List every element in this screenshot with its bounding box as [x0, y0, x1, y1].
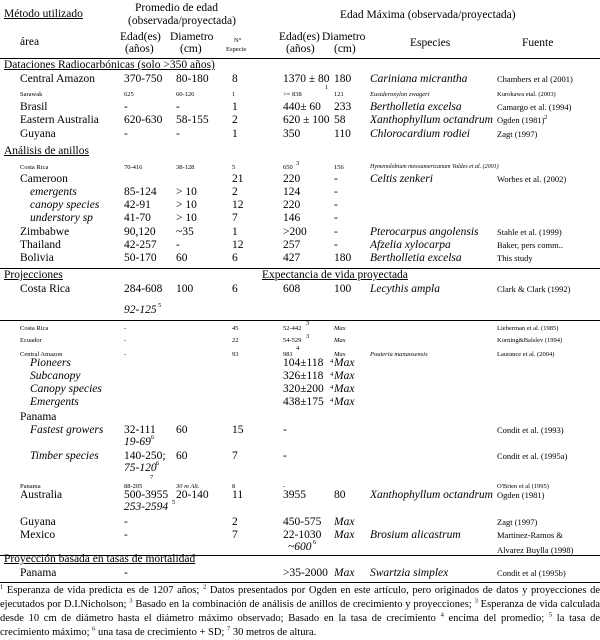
- table-row: [0, 101, 600, 114]
- cell-max: 54-529: [283, 337, 302, 344]
- cell-area: Pioneers: [30, 357, 71, 369]
- cell-max-diam: Max: [334, 337, 346, 344]
- table-row: [0, 567, 600, 580]
- cell-species: Hymenolobium mesoamericanum Valdes et al. (2001): [370, 164, 499, 170]
- header-especies: Especies: [410, 37, 451, 49]
- cell-area: Central Amazon: [20, 351, 63, 358]
- cell-species: Xanthophyllum octandrum: [370, 114, 493, 126]
- cell-max: 220: [283, 199, 301, 211]
- cell-n: 8: [232, 73, 238, 85]
- cell-n: 8: [232, 483, 236, 490]
- cell-max-diam: Max: [334, 383, 355, 395]
- table-row: [0, 186, 600, 199]
- cell-source: Camargo et al. (1994): [497, 102, 572, 112]
- cell-source: Zagt (1997): [497, 129, 538, 139]
- superscript: 5: [172, 499, 176, 506]
- cell-source: Laurance et al. (2004): [497, 351, 555, 358]
- cell-edad: 90,120: [124, 226, 156, 238]
- superscript: 6: [156, 460, 160, 467]
- table-row: [0, 173, 600, 186]
- cell-diam: 80-180: [176, 73, 209, 85]
- cell-area: Timber species: [30, 450, 99, 462]
- table-bottom-rule: [0, 582, 600, 583]
- footnote-marker: 5: [548, 611, 553, 619]
- cell-source: Clark & Clark (1992): [497, 284, 571, 294]
- footnote-marker: 3: [129, 597, 133, 605]
- table-row: [0, 73, 600, 91]
- table-row: [0, 252, 600, 265]
- cell-area: Panama: [20, 411, 57, 423]
- cell-area: Costa Rica: [20, 164, 49, 171]
- footnotes: [0, 584, 600, 640]
- cell-n: 1: [232, 101, 238, 113]
- header-area: área: [20, 36, 40, 48]
- cell-n: 2: [232, 114, 238, 126]
- table-row: [0, 226, 600, 239]
- footnote-marker: 3: [474, 597, 478, 605]
- cell-n: 1: [232, 91, 236, 98]
- cell-area: Brasil: [20, 101, 48, 113]
- table-row: [0, 489, 600, 502]
- cell-area: Panama: [20, 483, 41, 490]
- cell-diam: > 10: [176, 199, 197, 211]
- superscript: 4: [330, 371, 334, 378]
- header-promedio-line1: Promedio de edad: [135, 2, 219, 14]
- cell-max: >200: [283, 226, 307, 238]
- cell-max-diam: Max: [334, 567, 355, 579]
- header-max-edad-line2: (años): [286, 43, 315, 55]
- cell-max: 124: [283, 186, 301, 198]
- cell-species: Brosium alicastrum: [370, 529, 461, 541]
- cell-max-diam: Max: [334, 351, 346, 358]
- cell-edad: 140-250;: [124, 450, 166, 462]
- cell-max-diam: 121: [334, 91, 344, 98]
- footnote-4: Esperanza de vida calculada desde 10 cm de diámetro hasta el diámetro máximo observado; Basado en la tasa de crecimiento: [0, 599, 600, 624]
- cell-edad: 625: [124, 91, 134, 98]
- cell-n: 21: [232, 173, 244, 185]
- cell-area: Emergents: [30, 396, 79, 408]
- cell-max: >= 838: [283, 91, 302, 98]
- header-diam-line1: Diametro: [170, 31, 214, 43]
- table-row: [0, 450, 600, 463]
- cell-diam: 38-128: [176, 164, 195, 171]
- cell-edad: 88-205: [124, 483, 143, 490]
- cell-source: Chambers et al (2001): [497, 74, 573, 84]
- cell-max-diam: -: [334, 186, 338, 198]
- cell-diam: 60: [176, 450, 188, 462]
- cell-species: Lecythis ampla: [370, 283, 440, 295]
- cell-max-diam: Max: [334, 516, 355, 528]
- table-row: [0, 114, 600, 127]
- table-row: [0, 411, 600, 424]
- cell-max-diam: 180: [334, 252, 352, 264]
- cell-max-projected: ~600: [288, 541, 312, 553]
- cell-diam: 58-155: [176, 114, 209, 126]
- cell-max: 326±118: [283, 370, 324, 382]
- cell-n: 7: [232, 212, 238, 224]
- cell-area: Bolivia: [20, 252, 54, 264]
- cell-source: Condit et al. (1995a): [497, 451, 568, 461]
- cell-source: Condit et al. (1993): [497, 425, 564, 435]
- cell-edad-projected: 75-120: [124, 462, 157, 474]
- cell-edad-projected: 19-69: [124, 436, 151, 448]
- cell-edad: -: [124, 351, 127, 358]
- cell-max-diam: Max: [334, 396, 355, 408]
- cell-n: 5: [232, 164, 236, 171]
- cell-edad: 284-608: [124, 283, 163, 295]
- cell-max: 257: [283, 239, 301, 251]
- cell-max: -: [283, 483, 286, 490]
- superscript: 6: [313, 539, 317, 546]
- table-row: [0, 370, 600, 383]
- cell-area: Australia: [20, 489, 63, 501]
- cell-diam: ~35: [176, 226, 194, 238]
- section-expectancia: Expectancia de vida proyectada: [262, 269, 408, 281]
- cell-edad: 32-111: [124, 424, 156, 436]
- table-row: [0, 357, 600, 370]
- cell-diam: 60: [176, 252, 188, 264]
- cell-area: emergents: [30, 186, 77, 198]
- superscript: 4: [330, 397, 334, 404]
- cell-edad-projected: 253-2594: [124, 501, 169, 513]
- cell-max-diam: -: [334, 239, 338, 251]
- cell-edad: 370-750: [124, 73, 163, 85]
- superscript: 6: [151, 434, 155, 441]
- cell-source: Stahle et al. (1999): [497, 227, 562, 237]
- cell-diam: > 10: [176, 212, 197, 224]
- cell-max: 620 ± 100: [283, 114, 330, 126]
- cell-edad: 42-91: [124, 199, 151, 211]
- cell-diam: -: [176, 128, 180, 140]
- cell-max: 3955: [283, 489, 306, 501]
- cell-area: Panama: [20, 567, 57, 579]
- cell-area: Cameroon: [20, 173, 68, 185]
- cell-n: 2: [232, 516, 238, 528]
- table-row: [0, 516, 600, 529]
- section-anillos: Análisis de anillos: [4, 145, 89, 157]
- header-promedio-line2: (observada/proyectada): [128, 15, 236, 27]
- cell-n: 12: [232, 199, 244, 211]
- cell-n: 2: [232, 186, 238, 198]
- cell-max: 220: [283, 173, 301, 185]
- cell-area: Guyana: [20, 128, 56, 140]
- cell-edad: -: [124, 516, 128, 528]
- cell-max: 427: [283, 252, 301, 264]
- cell-area: Central Amazon: [20, 73, 96, 85]
- cell-max: 1370 ± 80: [283, 73, 330, 85]
- header-edad-line1: Edad(es): [120, 31, 161, 43]
- cell-source-cont: Alvarez Buylla (1998): [497, 545, 574, 555]
- cell-area: Subcanopy: [30, 370, 81, 382]
- superscript: 1: [325, 84, 329, 91]
- section-rule: [0, 320, 600, 321]
- cell-species: Bertholletia excelsa: [370, 252, 462, 264]
- cell-max-diam: 100: [334, 283, 352, 295]
- cell-n: 7: [232, 529, 238, 541]
- cell-source: Martinez-Ramos &: [497, 530, 563, 540]
- cell-edad: 620-630: [124, 114, 163, 126]
- cell-source: Condit et al (1995b): [497, 568, 566, 578]
- superscript: 3: [296, 160, 300, 167]
- cell-area: Sarawak: [20, 91, 43, 98]
- cell-max: 440± 60: [283, 101, 321, 113]
- cell-diam: -: [176, 101, 180, 113]
- cell-max-diam: Max: [334, 325, 346, 332]
- footnote-marker: 2: [202, 583, 207, 591]
- cell-max-diam: 58: [334, 114, 346, 126]
- cell-max: 320±200: [283, 383, 324, 395]
- header-edad-line2: (años): [125, 43, 154, 55]
- cell-max-diam: Max: [334, 370, 355, 382]
- superscript: 4: [296, 345, 300, 352]
- cell-max: 146: [283, 212, 301, 224]
- footnote-2: Datos presentados por Ogden en este artículo, pero originados de datos y proyecciones de ejecutados por D.I.Nicholson;: [0, 585, 600, 610]
- cell-species: Celtis zenkeri: [370, 173, 433, 185]
- cell-source: Korning&Balslev (1994): [497, 337, 563, 344]
- cell-edad: 70-416: [124, 164, 143, 171]
- cell-source: Kurokawa etal. (2003): [497, 91, 556, 98]
- footnote-7: 30 metros de altura.: [230, 627, 317, 638]
- table-row: [0, 239, 600, 252]
- superscript: 4: [330, 358, 334, 365]
- cell-diam: 20-140: [176, 489, 209, 501]
- cell-area: Costa Rica: [20, 283, 71, 295]
- table-row: [0, 424, 600, 437]
- cell-species: Xanthophyllum octandrum: [370, 489, 493, 501]
- header-metodo: Método utilizado: [4, 8, 83, 20]
- cell-max: 608: [283, 283, 301, 295]
- cell-max-diam: 180: [334, 73, 352, 85]
- cell-max-diam: 80: [334, 489, 346, 501]
- superscript: 5: [158, 302, 162, 309]
- cell-area: canopy species: [30, 199, 100, 211]
- header-max-edad-line1: Edad(es): [279, 31, 320, 43]
- header-edad-maxima: Edad Máxima (observada/proyectada): [340, 9, 516, 21]
- cell-diam: 60: [176, 424, 188, 436]
- cell-max-diam: Max: [334, 357, 355, 369]
- cell-diam: 60-126: [176, 91, 195, 98]
- header-n-line2: Especie: [226, 46, 247, 53]
- footnote-6: una tasa de crecimiento + SD;: [95, 627, 227, 638]
- header-max-diam-line2: (cm): [334, 43, 356, 55]
- cell-species: Cariniana micrantha: [370, 73, 468, 85]
- cell-edad: 500-3955: [124, 489, 169, 501]
- cell-n: 11: [232, 489, 244, 501]
- table-row: [0, 383, 600, 396]
- cell-diam: 30 m Alt.: [176, 483, 200, 490]
- cell-max-diam: -: [334, 212, 338, 224]
- table-row: [0, 334, 600, 347]
- cell-max: 450-575: [283, 516, 322, 528]
- footnote-marker: 7: [226, 625, 231, 633]
- cell-max: 104±118: [283, 357, 324, 369]
- cell-edad: -: [124, 325, 127, 332]
- cell-species: Pouteria manaosensis: [370, 351, 428, 358]
- footnote-marker: 4: [440, 611, 444, 619]
- cell-diam: > 10: [176, 186, 197, 198]
- cell-area: Costa Rica: [20, 325, 49, 332]
- cell-area: Eastern Australia: [20, 114, 99, 126]
- cell-max: 650: [283, 164, 293, 171]
- cell-n: 12: [232, 239, 244, 251]
- cell-max-diam: -: [334, 226, 338, 238]
- cell-max: 438±175: [283, 396, 324, 408]
- superscript: 3: [306, 333, 310, 340]
- cell-max: -: [283, 424, 287, 436]
- cell-edad: -: [124, 101, 128, 113]
- table-row: [0, 199, 600, 212]
- cell-max-diam: 233: [334, 101, 352, 113]
- cell-diam: 100: [176, 283, 194, 295]
- cell-source: Worbes et al. (2002): [497, 174, 567, 184]
- superscript: 2: [544, 114, 548, 121]
- table-row: [0, 396, 600, 409]
- cell-area: Fastest growers: [30, 424, 104, 436]
- cell-source: Zagt (1997): [497, 517, 538, 527]
- header-n-line1: N°: [234, 37, 242, 44]
- cell-area: Zimbabwe: [20, 226, 70, 238]
- cell-edad: 42-257: [124, 239, 157, 251]
- cell-max: 22-1030: [283, 529, 322, 541]
- cell-max-diam: 110: [334, 128, 351, 140]
- cell-max: 981: [283, 351, 293, 358]
- table-row: [0, 88, 600, 101]
- section-mortalidad: Proyección basada en tasas de mortalidad: [4, 553, 196, 565]
- footnote-3: Basado en la combinación de análisis de anillos de crecimiento y proyecciones;: [132, 599, 475, 610]
- cell-species: Afzelia xylocarpa: [370, 239, 451, 251]
- cell-source: Baker, pers comm..: [497, 240, 563, 250]
- cell-source: This study: [497, 253, 533, 263]
- header-fuente: Fuente: [522, 37, 554, 49]
- cell-edad: -: [124, 337, 127, 344]
- cell-max-diam: -: [334, 199, 338, 211]
- header-max-diam-line1: Diametro: [322, 31, 366, 43]
- cell-area: Guyana: [20, 516, 56, 528]
- cell-n: 93: [232, 351, 239, 358]
- cell-n: 1: [232, 128, 238, 140]
- cell-source: Ogden (1981): [497, 490, 545, 500]
- cell-n: 22: [232, 337, 239, 344]
- cell-n: 6: [232, 283, 238, 295]
- footnote-marker: 1: [0, 583, 4, 591]
- cell-area: Mexico: [20, 529, 56, 541]
- superscript: 4: [330, 384, 334, 391]
- cell-max: -: [283, 450, 287, 462]
- cell-source: Ogden (1981): [497, 115, 545, 125]
- table-row: [0, 212, 600, 225]
- cell-area: understory sp: [30, 212, 93, 224]
- cell-max: 52-442: [283, 325, 302, 332]
- cell-source: Lieberman et al. (1985): [497, 325, 559, 332]
- cell-max-diam: Max: [334, 529, 355, 541]
- superscript: 7: [150, 474, 154, 481]
- section-proyecciones: Projecciones: [4, 269, 63, 281]
- cell-edad: 85-124: [124, 186, 157, 198]
- cell-area: Ecuador: [20, 337, 42, 344]
- table-row: [0, 128, 600, 141]
- cell-edad: -: [124, 128, 128, 140]
- cell-edad-projected: 92-125: [124, 304, 157, 316]
- footnote-1: Esperanza de vida predicta es de 1207 años;: [3, 585, 203, 596]
- header-diam-line2: (cm): [180, 43, 202, 55]
- cell-source: O'Brien et al (1995): [497, 483, 549, 490]
- cell-n: 1: [232, 226, 238, 238]
- cell-edad: -: [124, 567, 128, 579]
- cell-n: 7: [232, 450, 238, 462]
- footnote-4b: encima del promedio;: [443, 613, 549, 624]
- cell-species: Eusideroxylon zwageri: [370, 91, 430, 98]
- cell-max: >35-2000: [283, 567, 328, 579]
- cell-species: Pterocarpus angolensis: [370, 226, 479, 238]
- cell-species: Bertholletia excelsa: [370, 101, 462, 113]
- cell-n: 45: [232, 325, 239, 332]
- cell-max: 350: [283, 128, 301, 140]
- cell-edad: 41-70: [124, 212, 151, 224]
- footnote-marker: 6: [92, 625, 96, 633]
- cell-edad: -: [124, 529, 128, 541]
- cell-n: 6: [232, 252, 238, 264]
- cell-max-diam: 156: [334, 164, 344, 171]
- cell-species: Swartzia simplex: [370, 567, 449, 579]
- cell-area: Canopy species: [30, 383, 102, 395]
- section-radiocarbono: Dataciones Radiocarbónicas (solo >350 años): [4, 59, 215, 71]
- cell-diam: -: [176, 239, 180, 251]
- cell-area: Thailand: [20, 239, 61, 251]
- table-row: [0, 283, 600, 296]
- cell-species: Chlorocardium rodiei: [370, 128, 470, 140]
- footnote-5: la tasa de crecimiento máximo;: [0, 613, 600, 638]
- cell-edad: 50-170: [124, 252, 157, 264]
- cell-max-diam: -: [334, 173, 338, 185]
- superscript: 3: [306, 320, 310, 327]
- cell-n: 15: [232, 424, 244, 436]
